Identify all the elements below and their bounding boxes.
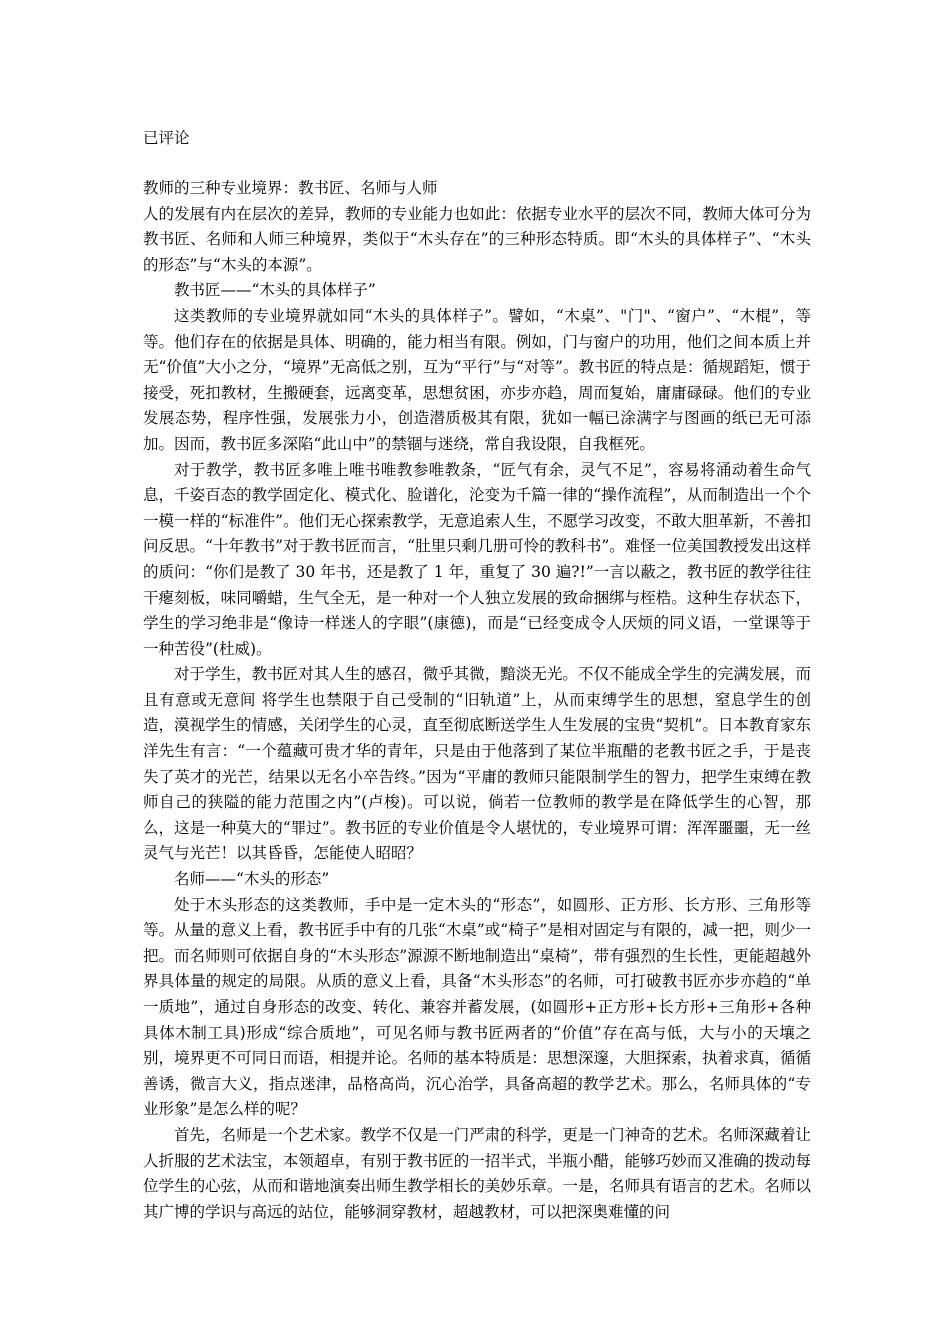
article-body (143, 176, 811, 1225)
comment-status-label: 已评论 (143, 129, 190, 147)
article-title: 教师的三种专业境界：教书匠、名师与人师 (143, 179, 438, 197)
article-paragraph: 首先，名师是一个艺术家。教学不仅是一门严肃的科学，更是一门神奇的艺术。名师深藏着让人折服的艺术法宝，本领超卓，有别于教书匠的一招半式，半瓶小醋，能够巧妙而又准确的拨动每位学生的心弦，从而和谐地演奏出师生教学相长的美妙乐章。一是，名师具有语言的艺术。名师以其广博的学识与高远的站位，能够洞穿教材，超越教材，可以把深奥难懂的问 (143, 1125, 811, 1221)
article-paragraph: 对于教学，教书匠多唯上唯书唯教参唯教条，“匠气有余，灵气不足”，容易将涌动着生命气息，千姿百态的教学固定化、模式化、脸谱化，沦变为千篇一律的“操作流程”，从而制造出一个个一模一样的“标准件”。他们无心探索教学，无意追索人生，不愿学习改变，不敢大胆革新，不善扣问反思。“十年教书”对于教书匠而言，“肚里只剩几册可怜的教科书”。难怪一位美国教授发出这样的质问：“你们是教了 30 年书，还是教了 1 年，重复了 30 遍?!”一言以蔽之，教书匠的教学往往干瘪刻板，味同嚼蜡，生气全无，是一种对一个人独立发展的致命捆绑与桎梏。这种生存状态下，学生的学习绝非是“像诗一样迷人的字眼”(康德)，而是“已经变成令人厌烦的同义语，一堂课等于一种苦役”(杜威)。 (143, 460, 811, 658)
article-paragraph: 教书匠——“木头的具体样子” (174, 281, 376, 300)
article-paragraph: 名师——“木头的形态” (174, 870, 330, 889)
article-paragraph: 这类教师的专业境界就如同“木头的具体样子”。譬如，“木桌”、"门"、“窗户”、“木棍”，等等。他们存在的依据是具体、明确的，能力相当有限。例如，门与窗户的功用，他们之间本质上并无“价值”大小之分，“境界”无高低之别，互为“平行”与“对等”。教书匠的特点是：循规蹈矩，惯于接受，死扣教材，生搬硬套，远离变革，思想贫困，亦步亦趋，周而复始，庸庸碌碌。他们的专业发展态势，程序性强，发展张力小，创造潜质极其有限，犹如一幅已涂满字与图画的纸已无可添加。因而，教书匠多深陷“此山中”的禁锢与迷绕，常自我设限，自我框死。 (143, 306, 811, 453)
article-paragraphs (143, 202, 811, 1226)
article-paragraph: 人的发展有内在层次的差异，教师的专业能力也如此：依据专业水平的层次不同，教师大体可分为教书匠、名师和人师三种境界，类似于“木头存在”的三种形态特质。即“木头的具体样子”、“木头的形态”与“木头的本源”。 (143, 204, 811, 274)
article-paragraph: 对于学生，教书匠对其人生的感召，微乎其微，黯淡无光。不仅不能成全学生的完满发展，而且有意或无意间 将学生也禁限于自己受制的“旧轨道”上，从而束缚学生的思想，窒息学生的创造，漠视学生的情感，关闭学生的心灵，直至彻底断送学生人生发展的宝贵“契机”。日本教育家东洋先生有言：“一个蕴藏可贵才华的青年，只是由于他落到了某位半瓶醋的老教书匠之手，于是丧失了英才的光芒，结果以无名小卒告终。”因为“平庸的教师只能限制学生的智力，把学生束缚在教师自己的狭隘的能力范围之内”(卢梭)。可以说，倘若一位教师的教学是在降低学生的心智，那么，这是一种莫大的“罪过”。教书匠的专业价值是令人堪忧的，专业境界可谓：浑浑噩噩，无一丝灵气与光芒！以其昏昏，怎能使人昭昭？ (143, 665, 811, 863)
article-paragraph: 处于木头形态的这类教师，手中是一定木头的“形态”，如圆形、正方形、长方形、三角形等等。从量的意义上看，教书匠手中有的几张“木桌”或“椅子”是相对固定与有限的，减一把，则少一把。而名师则可依据自身的“木头形态”源源不断地制造出“桌椅”，带有强烈的生长性，更能超越外界具体量的规定的局限。从质的意义上看，具备“木头形态”的名师，可打破教书匠亦步亦趋的“单一质地”，通过自身形态的改变、转化、兼容并蓄发展，(如圆形+正方形+长方形+三角形+各种具体木制工具)形成“综合质地”，可见名师与教书匠两者的“价值”存在高与低，大与小的天壤之别，境界更不可同日而语，相提并论。名师的基本特质是：思想深邃，大胆探索，执着求真，循循善诱，微言大义，指点迷津，品格高尚，沉心治学，具备高超的教学艺术。那么，名师具体的“专业形象”是怎么样的呢？ (143, 895, 811, 1119)
